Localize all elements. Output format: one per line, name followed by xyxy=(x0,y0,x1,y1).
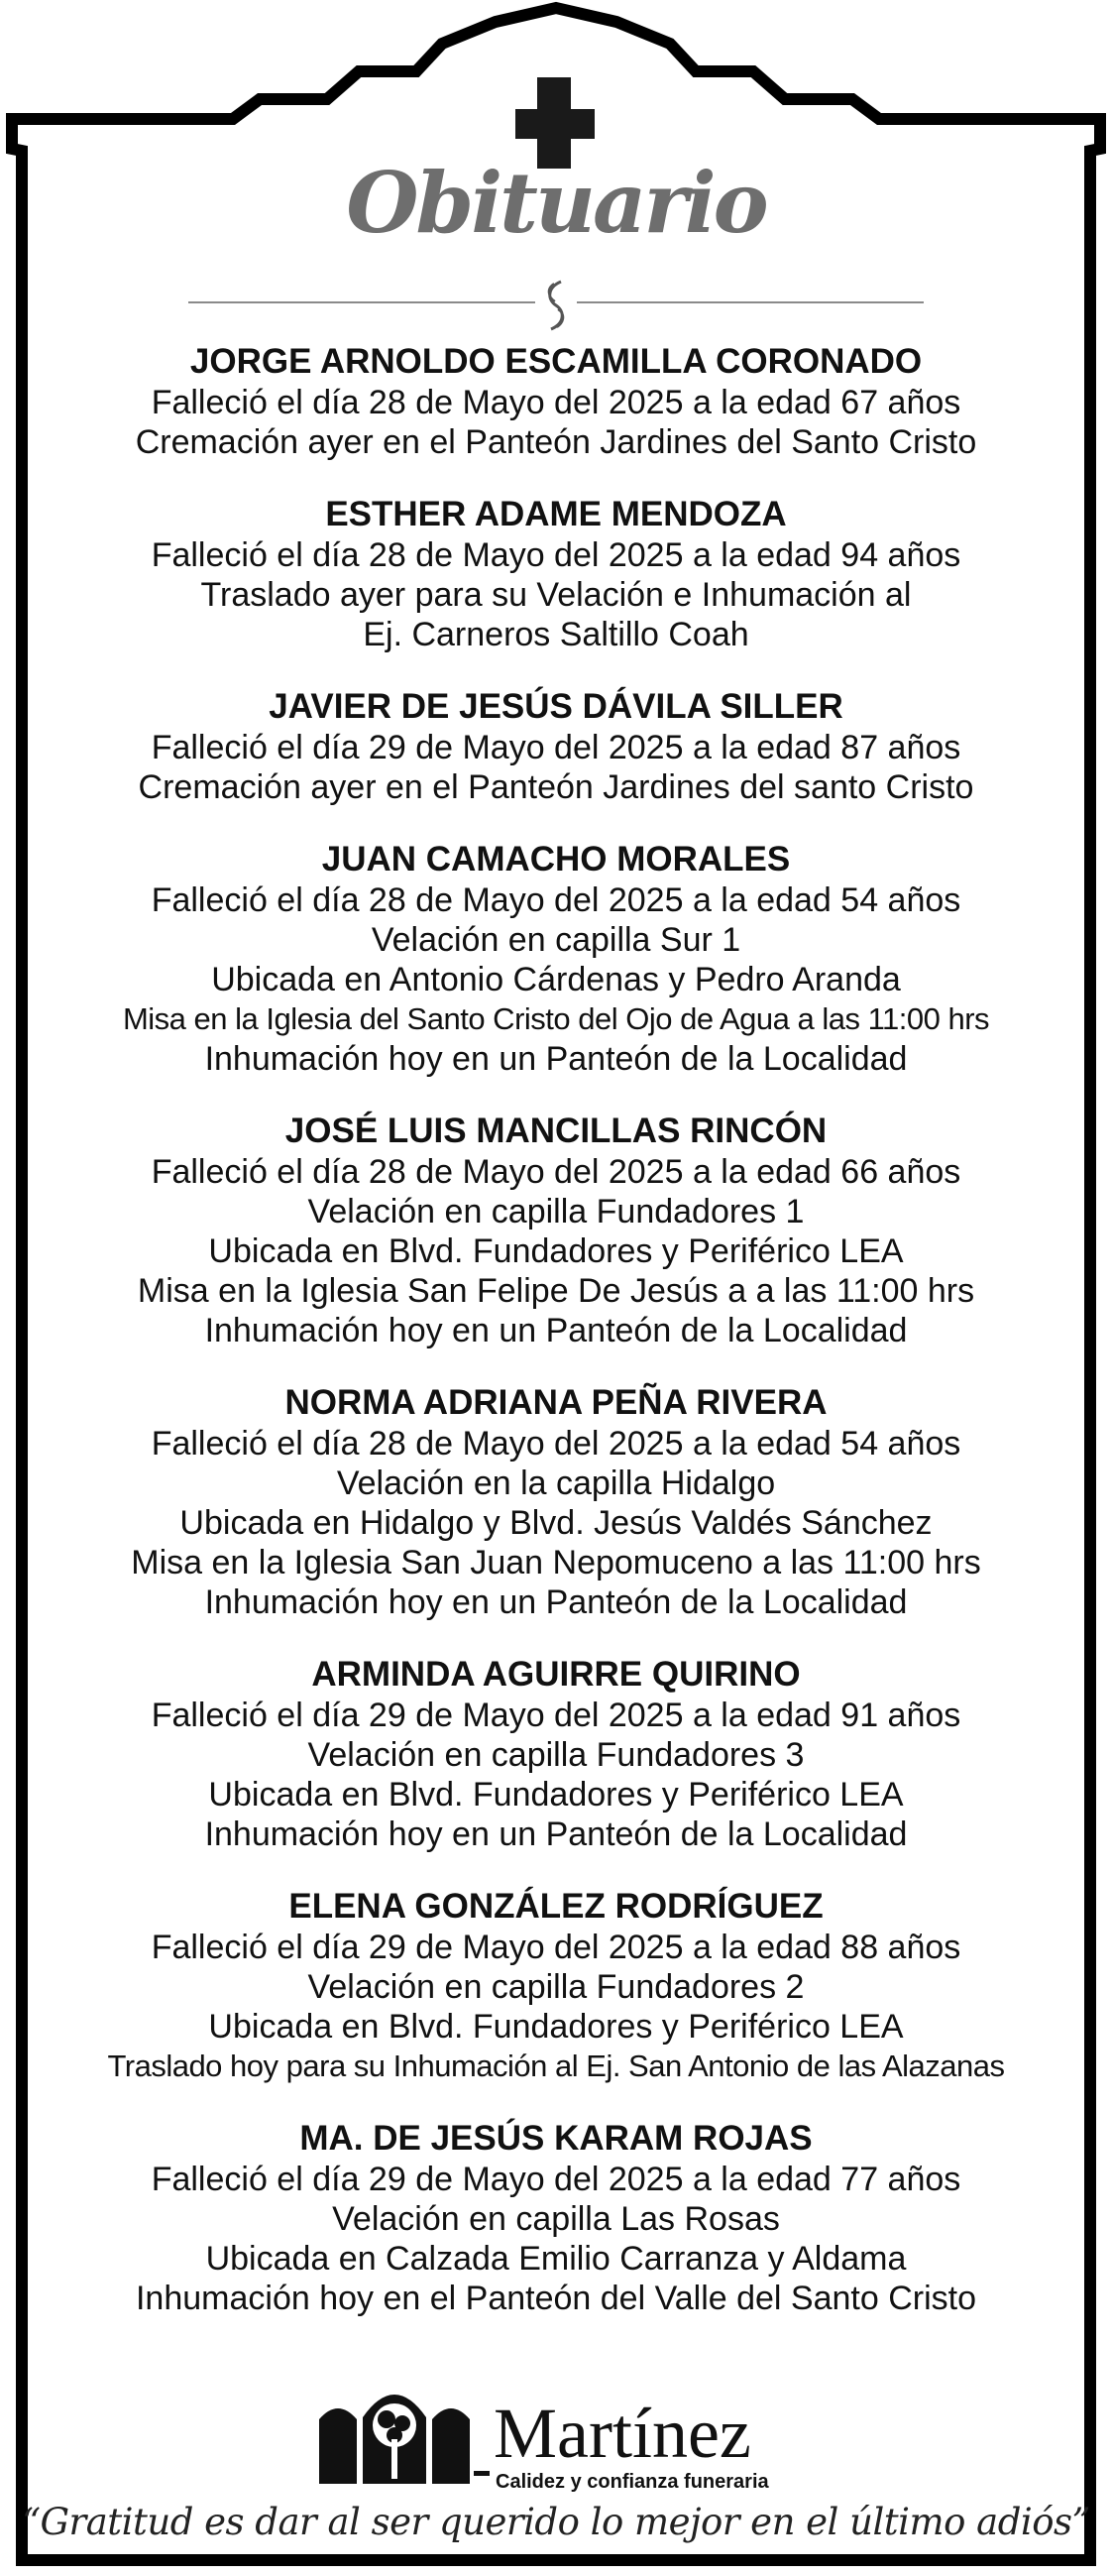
entry-line: Velación en capilla Las Rosas xyxy=(332,2200,780,2238)
obituary-entry xyxy=(30,1111,1082,1350)
entry-line: Ubicada en Blvd. Fundadores y Periférico LEA xyxy=(208,1776,904,1814)
flourish-icon xyxy=(541,278,571,333)
entry-line: Falleció el día 28 de Mayo del 2025 a la edad 94 años xyxy=(151,536,961,574)
entry-line: Cremación ayer en el Panteón Jardines del Santo Cristo xyxy=(135,423,977,461)
obituary-entry xyxy=(30,839,1082,1079)
deceased-name: MA. DE JESÚS KARAM ROJAS xyxy=(299,2119,813,2158)
cross-icon xyxy=(0,0,1112,169)
brand-name: Martínez xyxy=(494,2394,751,2473)
obituary-list xyxy=(30,341,1082,2350)
entry-line: Velación en capilla Fundadores 3 xyxy=(307,1736,805,1774)
divider-right xyxy=(577,301,924,303)
deceased-name: JORGE ARNOLDO ESCAMILLA CORONADO xyxy=(189,342,923,381)
entry-line: Inhumación hoy en un Panteón de la Localidad xyxy=(204,1815,908,1853)
obituary-entry xyxy=(30,1654,1082,1854)
entry-line: Inhumación hoy en un Panteón de la Localidad xyxy=(204,1040,908,1078)
entry-line: Falleció el día 29 de Mayo del 2025 a la edad 77 años xyxy=(151,2161,961,2198)
entry-line: Falleció el día 28 de Mayo del 2025 a la edad 67 años xyxy=(151,384,961,421)
page-title: Obituario xyxy=(346,154,766,252)
deceased-name: JOSÉ LUIS MANCILLAS RINCÓN xyxy=(284,1112,828,1150)
entry-line: Velación en capilla Sur 1 xyxy=(371,921,741,959)
entry-line: Cremación ayer en el Panteón Jardines del santo Cristo xyxy=(138,768,974,806)
obituary-entry xyxy=(30,341,1082,462)
deceased-name: JUAN CAMACHO MORALES xyxy=(321,840,791,878)
entry-line: Ubicada en Calzada Emilio Carranza y Aldama xyxy=(205,2240,907,2278)
deceased-name: JAVIER DE JESÚS DÁVILA SILLER xyxy=(269,687,843,726)
divider-left xyxy=(188,301,535,303)
entry-line: Traslado ayer para su Velación e Inhumación al xyxy=(200,576,912,614)
brand-tagline: Calidez y confianza funeraria xyxy=(496,2471,769,2493)
entry-line: Velación en capilla Fundadores 1 xyxy=(307,1193,805,1230)
entry-line: Ej. Carneros Saltillo Coah xyxy=(363,616,749,653)
entry-line: Inhumación hoy en un Panteón de la Localidad xyxy=(204,1312,908,1349)
entry-line: Falleció el día 29 de Mayo del 2025 a la edad 87 años xyxy=(151,729,961,766)
entry-line: Traslado hoy para su Inhumación al Ej. San Antonio de las Alazanas xyxy=(107,2049,1005,2083)
entry-line: Misa en la Iglesia San Juan Nepomuceno a las 11:00 hrs xyxy=(131,1544,981,1581)
entry-line: Misa en la Iglesia San Felipe De Jesús a a las 11:00 hrs xyxy=(137,1272,975,1310)
entry-line: Ubicada en Blvd. Fundadores y Periférico LEA xyxy=(208,1232,904,1270)
obituary-entry xyxy=(30,2118,1082,2318)
entry-line: Falleció el día 28 de Mayo del 2025 a la edad 54 años xyxy=(151,1425,961,1463)
deceased-name: ESTHER ADAME MENDOZA xyxy=(325,495,787,533)
obituary-entry xyxy=(30,1886,1082,2086)
obituary-entry xyxy=(30,686,1082,807)
entry-line: Falleció el día 28 de Mayo del 2025 a la edad 54 años xyxy=(151,881,961,919)
deceased-name: ELENA GONZÁLEZ RODRÍGUEZ xyxy=(288,1887,824,1926)
entry-line: Ubicada en Blvd. Fundadores y Periférico LEA xyxy=(208,2008,904,2046)
entry-line: Ubicada en Hidalgo y Blvd. Jesús Valdés Sánchez xyxy=(179,1504,933,1542)
entry-line: Falleció el día 28 de Mayo del 2025 a la edad 66 años xyxy=(151,1153,961,1191)
entry-line: Misa en la Iglesia del Santo Cristo del Ojo de Agua a las 11:00 hrs xyxy=(122,1001,990,1036)
motto: “Gratitud es dar al ser querido lo mejor en el último adiós” xyxy=(22,2501,1090,2543)
entry-line: Falleció el día 29 de Mayo del 2025 a la edad 91 años xyxy=(151,1697,961,1734)
entry-line: Inhumación hoy en el Panteón del Valle del Santo Cristo xyxy=(135,2280,977,2317)
entry-line: Falleció el día 29 de Mayo del 2025 a la edad 88 años xyxy=(151,1929,961,1966)
deceased-name: ARMINDA AGUIRRE QUIRINO xyxy=(311,1655,801,1694)
obituary-entry xyxy=(30,494,1082,654)
entry-line: Velación en la capilla Hidalgo xyxy=(336,1464,776,1502)
obituary-entry xyxy=(30,1382,1082,1622)
entry-line: Inhumación hoy en un Panteón de la Localidad xyxy=(204,1583,908,1621)
entry-line: Ubicada en Antonio Cárdenas y Pedro Aranda xyxy=(211,961,901,998)
entry-line: Velación en capilla Fundadores 2 xyxy=(307,1968,805,2006)
deceased-name: NORMA ADRIANA PEÑA RIVERA xyxy=(284,1383,828,1422)
